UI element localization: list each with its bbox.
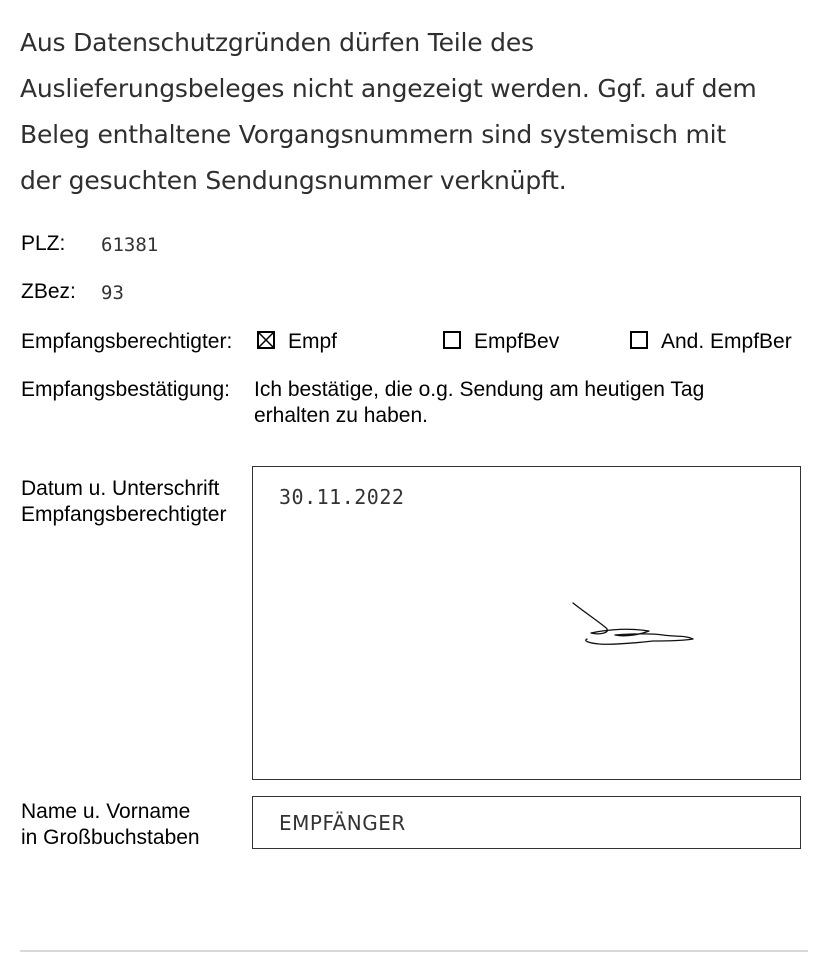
signature-label-line1: Datum u. Unterschrift <box>21 477 220 500</box>
checked-x-icon <box>259 333 273 347</box>
notice-line: Aus Datenschutzgründen dürfen Teile des <box>20 28 534 57</box>
plz-label: PLZ: <box>21 232 66 255</box>
zbez-value: 93 <box>101 282 124 304</box>
name-label-line2: in Großbuchstaben <box>21 826 200 849</box>
plz-value: 61381 <box>101 234 159 256</box>
option-empf-label: Empf <box>288 330 338 353</box>
recipient-type-label: Empfangsberechtigter: <box>21 330 233 353</box>
signature-image <box>569 597 699 657</box>
checkbox-and-empfber <box>630 331 648 349</box>
date-value: 30.11.2022 <box>279 485 405 509</box>
zbez-label: ZBez: <box>21 280 76 303</box>
confirmation-label: Empfangsbestätigung: <box>21 378 230 401</box>
signature-box <box>252 466 801 780</box>
name-label-line1: Name u. Vorname <box>21 800 191 823</box>
signature-label-line2: Empfangsberechtigter <box>21 503 227 526</box>
privacy-notice <box>20 20 810 204</box>
checkbox-empfbev <box>443 331 461 349</box>
option-and-empfber-label: And. EmpfBer <box>661 330 792 353</box>
confirmation-text-line2: erhalten zu haben. <box>254 404 428 427</box>
divider <box>20 950 808 952</box>
notice-line: Auslieferungsbeleges nicht angezeigt werden. Ggf. auf dem <box>20 74 757 103</box>
notice-line: Beleg enthaltene Vorgangsnummern sind systemisch mit <box>20 120 727 149</box>
confirmation-text-line1: Ich bestätige, die o.g. Sendung am heutigen Tag <box>254 378 705 401</box>
checkbox-empf <box>257 331 275 349</box>
name-box <box>252 796 801 849</box>
option-empfbev-label: EmpfBev <box>474 330 560 353</box>
name-value: EMPFÄNGER <box>279 811 406 835</box>
notice-line: der gesuchten Sendungsnummer verknüpft. <box>20 166 567 195</box>
